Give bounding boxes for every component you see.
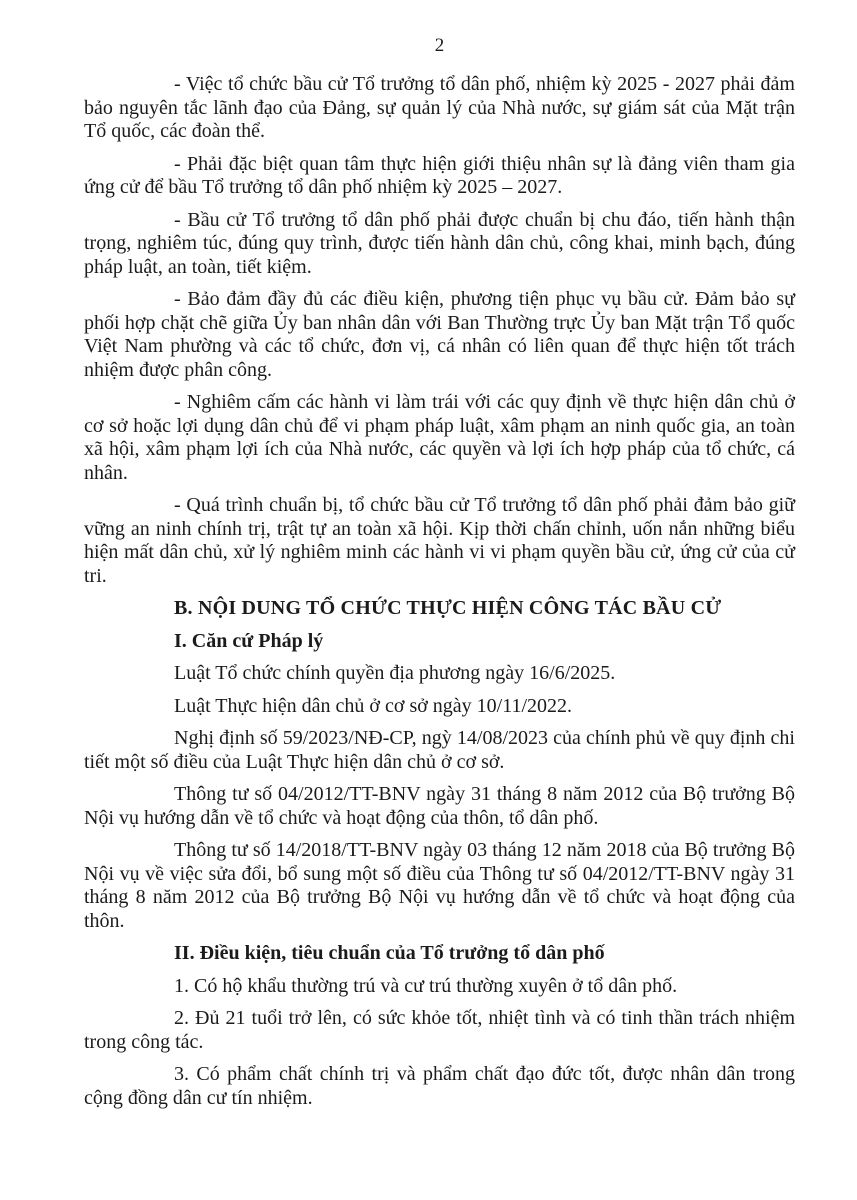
legal-basis-item: Luật Thực hiện dân chủ ở cơ sở ngày 10/11/2022. bbox=[174, 694, 573, 717]
page-number: 2 bbox=[434, 35, 445, 56]
general-requirement-paragraph: - Nghiêm cấm các hành vi làm trái với các quy định về thực hiện dân chủ ở cơ sở hoặc lợi dụng dân chủ để vi phạm pháp luật, xâm phạm an ninh quốc gia, an toàn xã hội, xâm phạm lợi ích của Nhà nước, các quyền và lợi ích hợp pháp của tổ chức, cá nhân. bbox=[84, 391, 795, 484]
general-requirement-paragraph: - Bảo đảm đầy đủ các điều kiện, phương tiện phục vụ bầu cử. Đảm bảo sự phối hợp chặt chẽ giữa Ủy ban nhân dân với Ban Thường trực Ủy ban Mặt trận Tổ quốc Việt Nam phường và các tổ chức, đơn vị, cá nhân có liên quan để thực hiện tốt trách nhiệm được phân công. bbox=[84, 288, 795, 381]
section-i-heading: I. Căn cứ Pháp lý bbox=[174, 629, 324, 652]
criteria-item: 1. Có hộ khẩu thường trú và cư trú thường xuyên ở tổ dân phố. bbox=[174, 974, 678, 997]
criteria-item: 2. Đủ 21 tuổi trở lên, có sức khỏe tốt, nhiệt tình và có tinh thần trách nhiệm trong công tác. bbox=[84, 1007, 795, 1053]
legal-basis-item: Nghị định số 59/2023/NĐ-CP, ngỳ 14/08/2023 của chính phủ về quy định chi tiết một số điều của Luật Thực hiện dân chủ ở cơ sở. bbox=[84, 727, 795, 773]
general-requirement-paragraph: - Quá trình chuẩn bị, tổ chức bầu cử Tổ trưởng tổ dân phố phải đảm bảo giữ vững an ninh chính trị, trật tự an toàn xã hội. Kịp thời chấn chỉnh, uốn nắn những biểu hiện mất dân chủ, xử lý nghiêm minh các hành vi vi phạm quyền bầu cử, ứng cử của cử tri. bbox=[84, 494, 795, 587]
legal-basis-item: Thông tư số 14/2018/TT-BNV ngày 03 tháng 12 năm 2018 của Bộ trưởng Bộ Nội vụ về việc sửa đổi, bổ sung một số điều của Thông tư số 04/2012/TT-BNV ngày 31 tháng 8 năm 2012 của Bộ trưởng Bộ Nội vụ hướng dẫn về tổ chức và hoạt động của thôn. bbox=[84, 839, 795, 932]
section-ii-heading: II. Điều kiện, tiêu chuẩn của Tổ trưởng tổ dân phố bbox=[174, 942, 605, 964]
legal-basis-item: Luật Tổ chức chính quyền địa phương ngày 16/6/2025. bbox=[174, 662, 616, 684]
legal-basis-item: Thông tư số 04/2012/TT-BNV ngày 31 tháng 8 năm 2012 của Bộ trưởng Bộ Nội vụ hướng dẫn về tổ chức và hoạt động của thôn, tổ dân phố. bbox=[84, 783, 795, 829]
general-requirement-paragraph: - Việc tổ chức bầu cử Tổ trưởng tổ dân phố, nhiệm kỳ 2025 - 2027 phải đảm bảo nguyên tắc lãnh đạo của Đảng, sự quản lý của Nhà nước, sự giám sát của Mặt trận Tổ quốc, các đoàn thể. bbox=[84, 73, 795, 142]
section-b-heading: B. NỘI DUNG TỔ CHỨC THỰC HIỆN CÔNG TÁC BẦU CỬ bbox=[174, 597, 722, 619]
general-requirement-paragraph: - Phải đặc biệt quan tâm thực hiện giới thiệu nhân sự là đảng viên tham gia ứng cử để bầu Tổ trưởng tổ dân phố nhiệm kỳ 2025 – 2027. bbox=[84, 152, 795, 198]
criteria-item: 3. Có phẩm chất chính trị và phẩm chất đạo đức tốt, được nhân dân trong cộng đồng dân cư tín nhiệm. bbox=[84, 1063, 795, 1109]
general-requirement-paragraph: - Bầu cử Tổ trưởng tổ dân phố phải được chuẩn bị chu đáo, tiến hành thận trọng, nghiêm túc, đúng quy trình, được tiến hành dân chủ, công khai, minh bạch, đúng pháp luật, an toàn, tiết kiệm. bbox=[84, 208, 795, 278]
